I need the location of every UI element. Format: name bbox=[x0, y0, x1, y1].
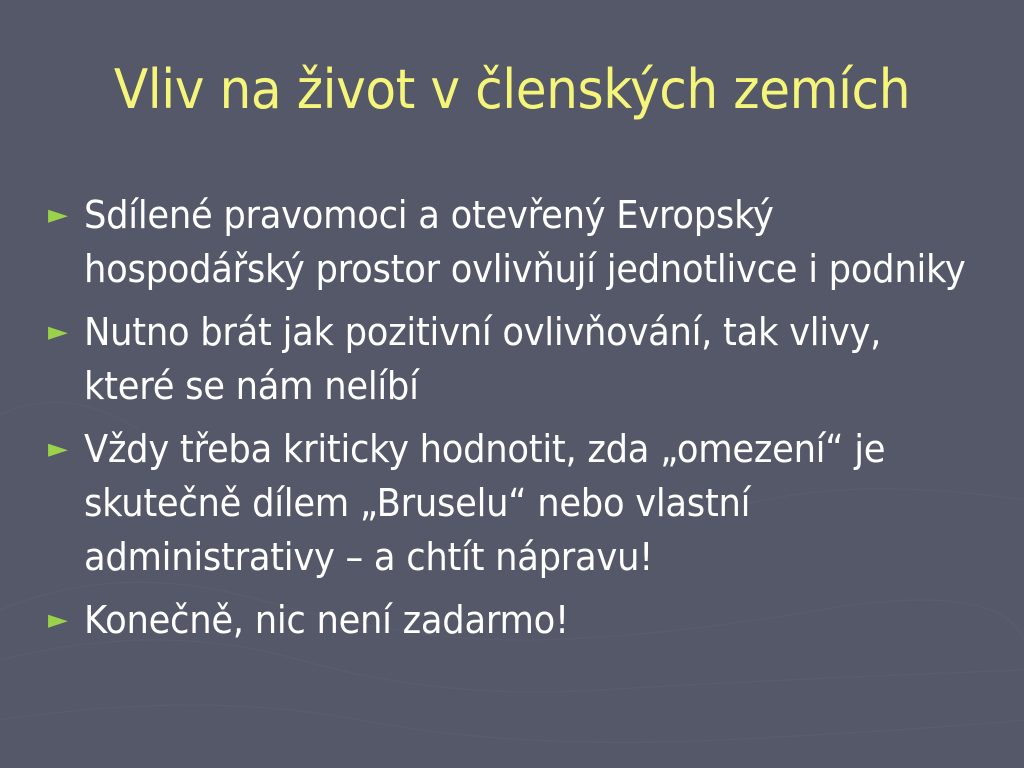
arrow-bullet-icon: ► bbox=[48, 605, 68, 635]
bullet-list bbox=[44, 188, 964, 656]
slide-title: Vliv na život v členských zemích bbox=[113, 58, 911, 121]
arrow-bullet-icon: ► bbox=[48, 200, 68, 230]
bullet-item bbox=[44, 593, 964, 647]
bullet-text: Konečně, nic není zadarmo! bbox=[84, 598, 569, 642]
bullet-text: Nutno brát jak pozitivní ovlivňování, tak vlivy, které se nám nelíbí bbox=[84, 310, 882, 408]
arrow-bullet-icon: ► bbox=[48, 434, 68, 464]
bullet-text: Sdílené pravomoci a otevřený Evropský hospodářský prostor ovlivňují jednotlivce i podniky bbox=[84, 193, 966, 291]
bullet-text: Vždy třeba kriticky hodnotit, zda „omezení“ je skutečně dílem „Bruselu“ nebo vlastní administrativy – a chtít nápravu! bbox=[84, 427, 886, 579]
bullet-item bbox=[44, 305, 964, 413]
arrow-bullet-icon: ► bbox=[48, 317, 68, 347]
bullet-item bbox=[44, 422, 964, 584]
bullet-item bbox=[44, 188, 964, 296]
